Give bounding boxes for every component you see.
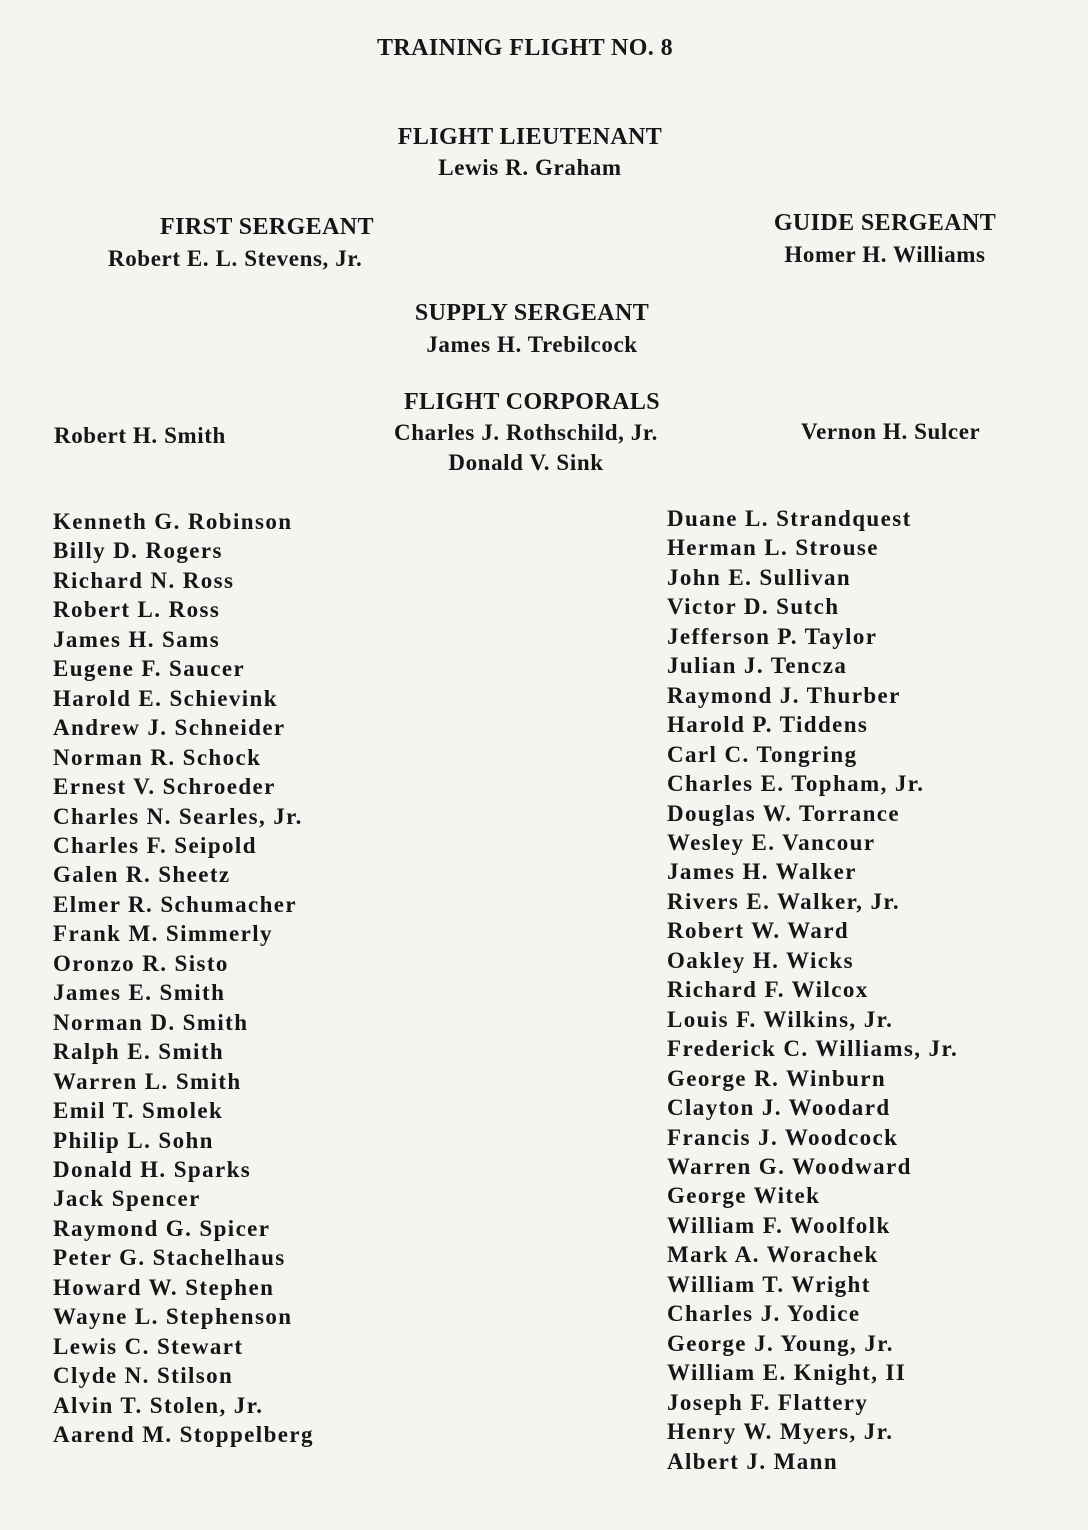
flight-lieutenant-name: Lewis R. Graham (438, 155, 622, 180)
roster-name: Robert W. Ward (667, 918, 850, 944)
roster-name: Harold P. Tiddens (667, 712, 869, 738)
roster-right-column (667, 504, 958, 1476)
flight-corporal-left: Robert H. Smith (54, 423, 226, 448)
roster-name: Howard W. Stephen (53, 1274, 275, 1300)
roster-name: Raymond G. Spicer (53, 1215, 271, 1241)
roster-left-column (53, 507, 314, 1450)
roster-name: George Witek (667, 1183, 821, 1209)
flight-corporal-center-2: Donald V. Sink (448, 450, 604, 475)
guide-sergeant-heading: GUIDE SERGEANT (773, 210, 997, 236)
flight-corporals-heading: FLIGHT CORPORALS (404, 389, 660, 415)
roster-name: Warren G. Woodward (667, 1153, 912, 1179)
roster-name: Julian J. Tencza (667, 653, 848, 679)
roster-name: Henry W. Myers, Jr. (667, 1419, 894, 1445)
roster-name: Jefferson P. Taylor (667, 623, 878, 649)
flight-corporal-center-1: Charles J. Rothschild, Jr. (394, 420, 658, 445)
roster-name: Albert J. Mann (667, 1448, 839, 1474)
roster-name: Louis F. Wilkins, Jr. (667, 1006, 894, 1032)
roster-name: Ralph E. Smith (53, 1039, 225, 1065)
roster-name: Douglas W. Torrance (667, 800, 901, 826)
roster-name: Kenneth G. Robinson (53, 509, 293, 534)
roster-name: Alvin T. Stolen, Jr. (53, 1392, 264, 1418)
roster-name: Charles J. Yodice (667, 1301, 861, 1327)
roster-name: Robert L. Ross (53, 597, 221, 623)
roster-name: Clyde N. Stilson (53, 1363, 234, 1389)
roster-name: Peter G. Stachelhaus (53, 1245, 286, 1271)
roster-name: Ernest V. Schroeder (53, 774, 276, 800)
roster-name: Lewis C. Stewart (53, 1333, 244, 1359)
roster-name: Charles E. Topham, Jr. (667, 771, 925, 797)
roster-name: George R. Winburn (667, 1065, 887, 1091)
roster-name: Victor D. Sutch (667, 594, 840, 620)
roster-name: James E. Smith (53, 980, 226, 1006)
first-sergeant-name: Robert E. L. Stevens, Jr. (108, 246, 363, 271)
roster-name: Jack Spencer (53, 1186, 201, 1212)
roster-name: Elmer R. Schumacher (53, 891, 298, 917)
roster-name: William T. Wright (667, 1271, 871, 1297)
roster-name: Emil T. Smolek (53, 1098, 224, 1124)
roster-name: Duane L. Strandquest (667, 506, 912, 531)
roster-name: Richard N. Ross (53, 567, 235, 593)
roster-name: Oronzo R. Sisto (53, 950, 229, 976)
roster-name: Galen R. Sheetz (53, 862, 231, 888)
first-sergeant-heading: FIRST SERGEANT (160, 214, 374, 240)
roster-name: Francis J. Woodcock (667, 1124, 899, 1150)
roster-name: Aarend M. Stoppelberg (53, 1422, 314, 1448)
roster-name: Frederick C. Williams, Jr. (667, 1036, 959, 1062)
supply-sergeant-name: James H. Trebilcock (426, 332, 638, 357)
roster-name: Wayne L. Stephenson (53, 1304, 293, 1330)
roster-name: George J. Young, Jr. (667, 1330, 894, 1356)
roster-name: Eugene F. Saucer (53, 656, 246, 682)
roster-name: James H. Sams (53, 626, 221, 652)
roster-name: William F. Woolfolk (667, 1212, 891, 1238)
guide-sergeant-name: Homer H. Williams (784, 242, 986, 267)
flight-lieutenant-heading: FLIGHT LIEUTENANT (397, 124, 663, 150)
supply-sergeant-heading: SUPPLY SERGEANT (414, 300, 650, 326)
roster-name: Wesley E. Vancour (667, 829, 876, 855)
roster-name: Herman L. Strouse (667, 535, 879, 561)
roster-name: Philip L. Sohn (53, 1127, 214, 1153)
roster-name: William E. Knight, II (667, 1360, 907, 1386)
roster-name: Frank M. Simmerly (53, 921, 273, 947)
roster-name: James H. Walker (667, 859, 857, 885)
roster-name: Joseph F. Flattery (667, 1389, 869, 1415)
flight-corporal-right: Vernon H. Sulcer (801, 419, 981, 444)
roster-name: Donald H. Sparks (53, 1156, 252, 1182)
roster-name: Charles N. Searles, Jr. (53, 803, 303, 829)
roster-name: Norman R. Schock (53, 744, 262, 770)
roster-name: Clayton J. Woodard (667, 1095, 891, 1121)
roster-name: Oakley H. Wicks (667, 947, 854, 973)
roster-name: Rivers E. Walker, Jr. (667, 888, 901, 914)
roster-name: Andrew J. Schneider (53, 715, 286, 741)
roster-name: Mark A. Worachek (667, 1242, 879, 1268)
roster-name: Charles F. Seipold (53, 832, 257, 858)
roster-name: Raymond J. Thurber (667, 682, 901, 708)
roster-name: John E. Sullivan (667, 564, 852, 590)
roster-name: Warren L. Smith (53, 1068, 242, 1094)
page-title: TRAINING FLIGHT NO. 8 (376, 35, 673, 61)
roster-name: Richard F. Wilcox (667, 977, 869, 1003)
roster-name: Billy D. Rogers (53, 538, 223, 564)
roster-name: Carl C. Tongring (667, 741, 858, 767)
roster-name: Harold E. Schievink (53, 685, 278, 711)
roster-name: Norman D. Smith (53, 1009, 249, 1035)
